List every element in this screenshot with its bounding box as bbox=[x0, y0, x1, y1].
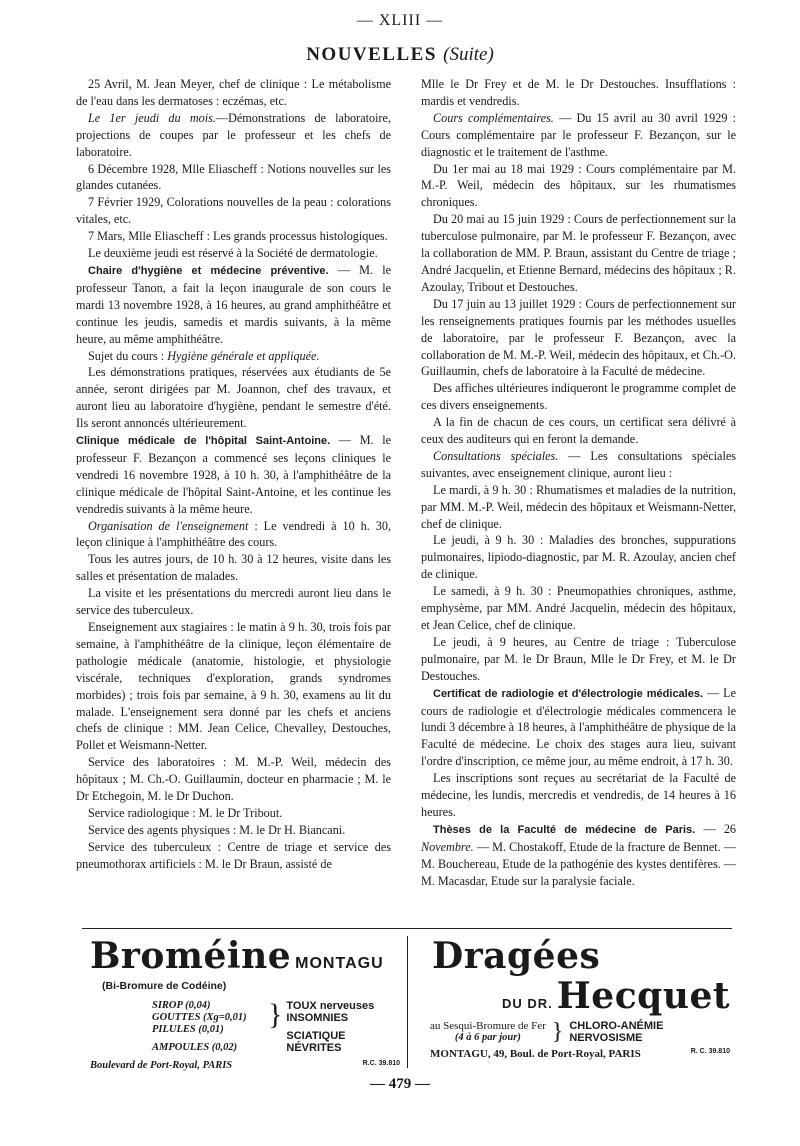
paragraph: 7 Février 1929, Colorations nouvelles de la peau : colorations vitales, etc. bbox=[76, 195, 391, 227]
paragraph: Organisation de l'enseignement : Le vendredi à 10 h. 30, leçon clinique à l'amphithéâtre des cours. bbox=[76, 518, 391, 550]
paragraph: Le 1er jeudi du mois.—Démonstrations de laboratoire, projections de coupes par le professeur et les chefs de laboratoire. bbox=[76, 110, 392, 159]
ad-indication: NERVOSISME bbox=[569, 1032, 643, 1044]
ad-indication: SCIATIQUE bbox=[286, 1030, 346, 1042]
ad-brand-name: Dragées bbox=[432, 935, 601, 977]
paragraph: Des affiches ultérieures indiqueront le programme complet de ces divers enseignements. bbox=[421, 381, 736, 413]
page-roman-numeral: — XLIII — bbox=[356, 12, 444, 29]
advertisement-bromeine bbox=[90, 934, 400, 1074]
ad-composition: (Bi-Bromure de Codéine) bbox=[102, 980, 227, 992]
paragraph: Service des laboratoires : M. M.-P. Weil, médecin des hôpitaux ; M. Ch.-O. Guillaumin, docteur en pharmacie ; M. le Dr Etchegoin, M. le Dr Duchon. bbox=[76, 755, 391, 804]
paragraph: Du 20 mai au 15 juin 1929 : Cours de perfectionnement sur la tuberculose pulmonaire, par M. le professeur F. Bezançon, avec la collaboration de MM. P. Braun, assistant du Centre de triage ; André Jacquelin, et Etienne Bernard, médecins des hôpitaux ; R. Azoulay, Tribout et Destouches. bbox=[421, 212, 736, 294]
ad-brand-surname: Hecquet bbox=[556, 975, 730, 1017]
ad-indication: CHLORO-ANÉMIE bbox=[569, 1020, 664, 1032]
ad-form: PILULES (0,01) bbox=[152, 1024, 224, 1035]
paragraph: Le mardi, à 9 h. 30 : Rhumatismes et maladies de la nutrition, par MM. M.-P. Weil, médecin des hôpitaux et Weismann-Netter, chef de clinique. bbox=[421, 482, 736, 531]
ad-address: Boulevard de Port-Royal, PARIS bbox=[90, 1060, 233, 1071]
paragraph: Le deuxième jeudi est réservé à la Société de dermatologie. bbox=[88, 246, 378, 261]
ad-form: GOUTTES (Xg=0,01) bbox=[152, 1012, 247, 1023]
paragraph: Service des tuberculeux : Centre de triage et service des pneumothorax artificiels : M. le Dr Braun, assisté de bbox=[76, 839, 391, 871]
paragraph: A la fin de chacun de ces cours, un certificat sera délivré à ceux des auditeurs qui en feront la demande. bbox=[421, 415, 736, 447]
left-column bbox=[76, 76, 391, 873]
brace-icon: } bbox=[268, 998, 283, 1031]
page-title-text: NOUVELLES bbox=[306, 44, 437, 65]
paragraph: Les démonstrations pratiques, réservées aux étudiants de 5e année, seront dirigées par M. Joannon, chef des travaux, et auront lieu au laboratoire d'hygiène, pendant le semestre d'été. Ils seront annoncés ultérieurement. bbox=[76, 365, 391, 431]
paragraph: 6 Décembre 1928, Mlle Eliascheff : Notions nouvelles sur les glandes cutanées. bbox=[76, 161, 391, 193]
brace-icon: } bbox=[551, 1019, 564, 1045]
paragraph: Service des agents physiques : M. le Dr H. Biancani. bbox=[88, 822, 346, 837]
paragraph: La visite et les présentations du mercredi auront lieu dans le service des tuberculeux. bbox=[76, 586, 391, 618]
paragraph: Mlle le Dr Frey et de M. le Dr Destouches. Insufflations : mardis et vendredis. bbox=[421, 77, 736, 108]
ad-du-dr: DU DR. bbox=[502, 996, 553, 1011]
ad-brand-row bbox=[420, 974, 740, 1018]
paragraph: Du 17 juin au 13 juillet 1929 : Cours de perfectionnement sur les renseignements pratiques fournis par les méthodes usuelles de laboratoire, par le professeur F. Bezançon, avec la collaboration de M. M.-P. Weil, médecin des hôpitaux, et Ch.-O. Guillaumin, chefs de laboratoire à la Faculté de médecine. bbox=[421, 296, 736, 379]
advertisement-dragees bbox=[420, 934, 740, 1074]
right-column bbox=[421, 76, 736, 890]
ad-address: MONTAGU, 49, Boul. de Port-Royal, PARIS bbox=[430, 1048, 641, 1060]
section-title: Clinique médicale de l'hôpital Saint-Antoine. bbox=[76, 435, 331, 448]
paragraph: 7 Mars, Mlle Eliascheff : Les grands processus histologiques. bbox=[88, 229, 388, 244]
section-clinique: Clinique médicale de l'hôpital Saint-Antoine. — M. le professeur F. Bezançon a commencé ses leçons cliniques le vendredi 16 novembre 1928, à 10 h. 30, à l'amphithéâtre de la clinique médicale de l'hôpital Saint-Antoine, et les continue les vendredis suivants à la même heure. bbox=[76, 433, 392, 516]
paragraph: Sujet du cours : Hygiène générale et appliquée. bbox=[88, 348, 320, 363]
paragraph: Le samedi, à 9 h. 30 : Pneumopathies chroniques, asthme, emphysème, par MM. André Jacquelin, médecin des hôpitaux, et Jean Celice, chef de clinique. bbox=[421, 584, 736, 632]
ad-indication: INSOMNIES bbox=[286, 1012, 349, 1024]
ad-indications bbox=[569, 1020, 663, 1044]
section-title: Certificat de radiologie et d'électrologie médicales. bbox=[433, 687, 704, 700]
ad-brand-suffix: MONTAGU bbox=[295, 955, 384, 972]
ad-desc-text: au Sesqui-Bromure de Fer bbox=[430, 1020, 546, 1032]
paragraph: Consultations spéciales. — Les consultations spéciales suivantes, avec enseignement clinique, auront lieu : bbox=[421, 448, 736, 480]
section-radiologie: Certificat de radiologie et d'électrologie médicales. — Le cours de radiologie et d'électrologie médicales commencera le lundi 3 décembre à 18 heures, à l'amphithéâtre de physique de la Faculté de médecine. Le choix des stages aura lieu, suivant l'ordre d'inscription, ce même jour, au même endroit, à 17 h. 30. bbox=[421, 685, 736, 769]
paragraph: Service radiologique : M. le Dr Tribout. bbox=[88, 805, 283, 820]
ad-indication: TOUX nerveuses bbox=[286, 1000, 375, 1012]
ad-divider bbox=[407, 936, 408, 1068]
paragraph: Du 1er mai au 18 mai 1929 : Cours complémentaire par M. M.-P. Weil, médecin des hôpitaux, sur les rhumatismes chroniques. bbox=[421, 161, 736, 210]
paragraph: Le jeudi, à 9 heures, au Centre de triage : Tuberculose pulmonaire, par M. le Dr Braun, Mlle le Dr Frey, et M. le Dr Destouches. bbox=[421, 634, 736, 683]
ad-indication: NÉVRITES bbox=[286, 1042, 342, 1054]
ad-rc: R.C. 39.810 bbox=[362, 1060, 400, 1067]
italic-label: Le 1er jeudi du mois. bbox=[88, 110, 216, 125]
ad-form: SIROP (0,04) bbox=[152, 1000, 211, 1011]
ad-dose: (4 à 6 par jour) bbox=[454, 1032, 521, 1043]
ad-top-rule bbox=[82, 928, 732, 929]
ad-form: AMPOULES (0,02) bbox=[152, 1042, 238, 1053]
ad-forms bbox=[90, 1000, 264, 1054]
page-title bbox=[0, 44, 800, 66]
ad-footer-row bbox=[90, 1060, 400, 1071]
section-title: Thèses de la Faculté de médecine de Paris. bbox=[433, 823, 696, 836]
paragraph: Le jeudi, à 9 h. 30 : Maladies des bronches, suppurations pulmonaires, lipiodo-diagnostic, par M. R. Azoulay, ancien chef de clinique. bbox=[421, 533, 736, 582]
ad-desc bbox=[420, 1020, 546, 1044]
ad-brand-row bbox=[90, 934, 400, 978]
section-theses: Thèses de la Faculté de médecine de Paris. — 26 Novembre. — M. Chostakoff, Etude de la fracture de Bennet. — M. Bouchereau, Etude de la pathogénie des kystes dentifères. — M. Macasdar, Etude sur la paralysie faciale. bbox=[421, 821, 737, 888]
page-title-suite: (Suite) bbox=[443, 44, 494, 65]
paragraph: Les inscriptions sont reçues au secrétariat de la Faculté de médecine, les lundis, mercredis et vendredis, de 14 heures à 16 heures. bbox=[421, 771, 736, 819]
page-number: — 479 — bbox=[370, 1076, 430, 1092]
paragraph: Cours complémentaires. — Du 15 avril au 30 avril 1929 : Cours complémentaire par le professeur F. Bezançon, sur le diagnostic et le traitement de l'asthme. bbox=[421, 110, 737, 159]
ad-details bbox=[420, 1020, 740, 1044]
ad-rc: R. C. 39.810 bbox=[690, 1048, 730, 1055]
ad-brand-name: Broméine bbox=[90, 935, 292, 977]
paragraph: 25 Avril, M. Jean Meyer, chef de clinique : Le métabolisme de l'eau dans les dermatoses : eczémas, etc. bbox=[76, 77, 391, 108]
paragraph: Tous les autres jours, de 10 h. 30 à 12 heures, visite dans les salles et présentation de malades. bbox=[76, 552, 391, 584]
ad-footer-row bbox=[420, 1048, 740, 1060]
paragraph: Enseignement aux stagiaires : le matin à 9 h. 30, trois fois par semaine, à l'amphithéâtre de la clinique, leçon élémentaire de pathologie médicale (anatomie, histologie, et physiologie viscérale, techniques d'exploration, grands syndromes morbides) ; trois fois par semaine, à 9 h. 30, examens au lit du malade. L'enseignement sera donné par les chefs et anciens chefs de clinique : MM. Jean Celice, Chevalley, Destouches, Pollet et Weismann-Netter. bbox=[76, 620, 391, 753]
section-hygiene: Chaire d'hygiène et médecine préventive. — M. le professeur Tanon, a fait la leçon inaugurale de son cours le mardi 13 novembre 1928, à 16 heures, au grand amphithéâtre et continue les jeudis, samedis et mardis suivants, à la même heure, au même amphithéâtre. bbox=[76, 262, 391, 346]
section-title: Chaire d'hygiène et médecine préventive. bbox=[88, 264, 329, 277]
ad-indications bbox=[286, 1000, 374, 1054]
ad-forms-block bbox=[90, 1000, 400, 1054]
